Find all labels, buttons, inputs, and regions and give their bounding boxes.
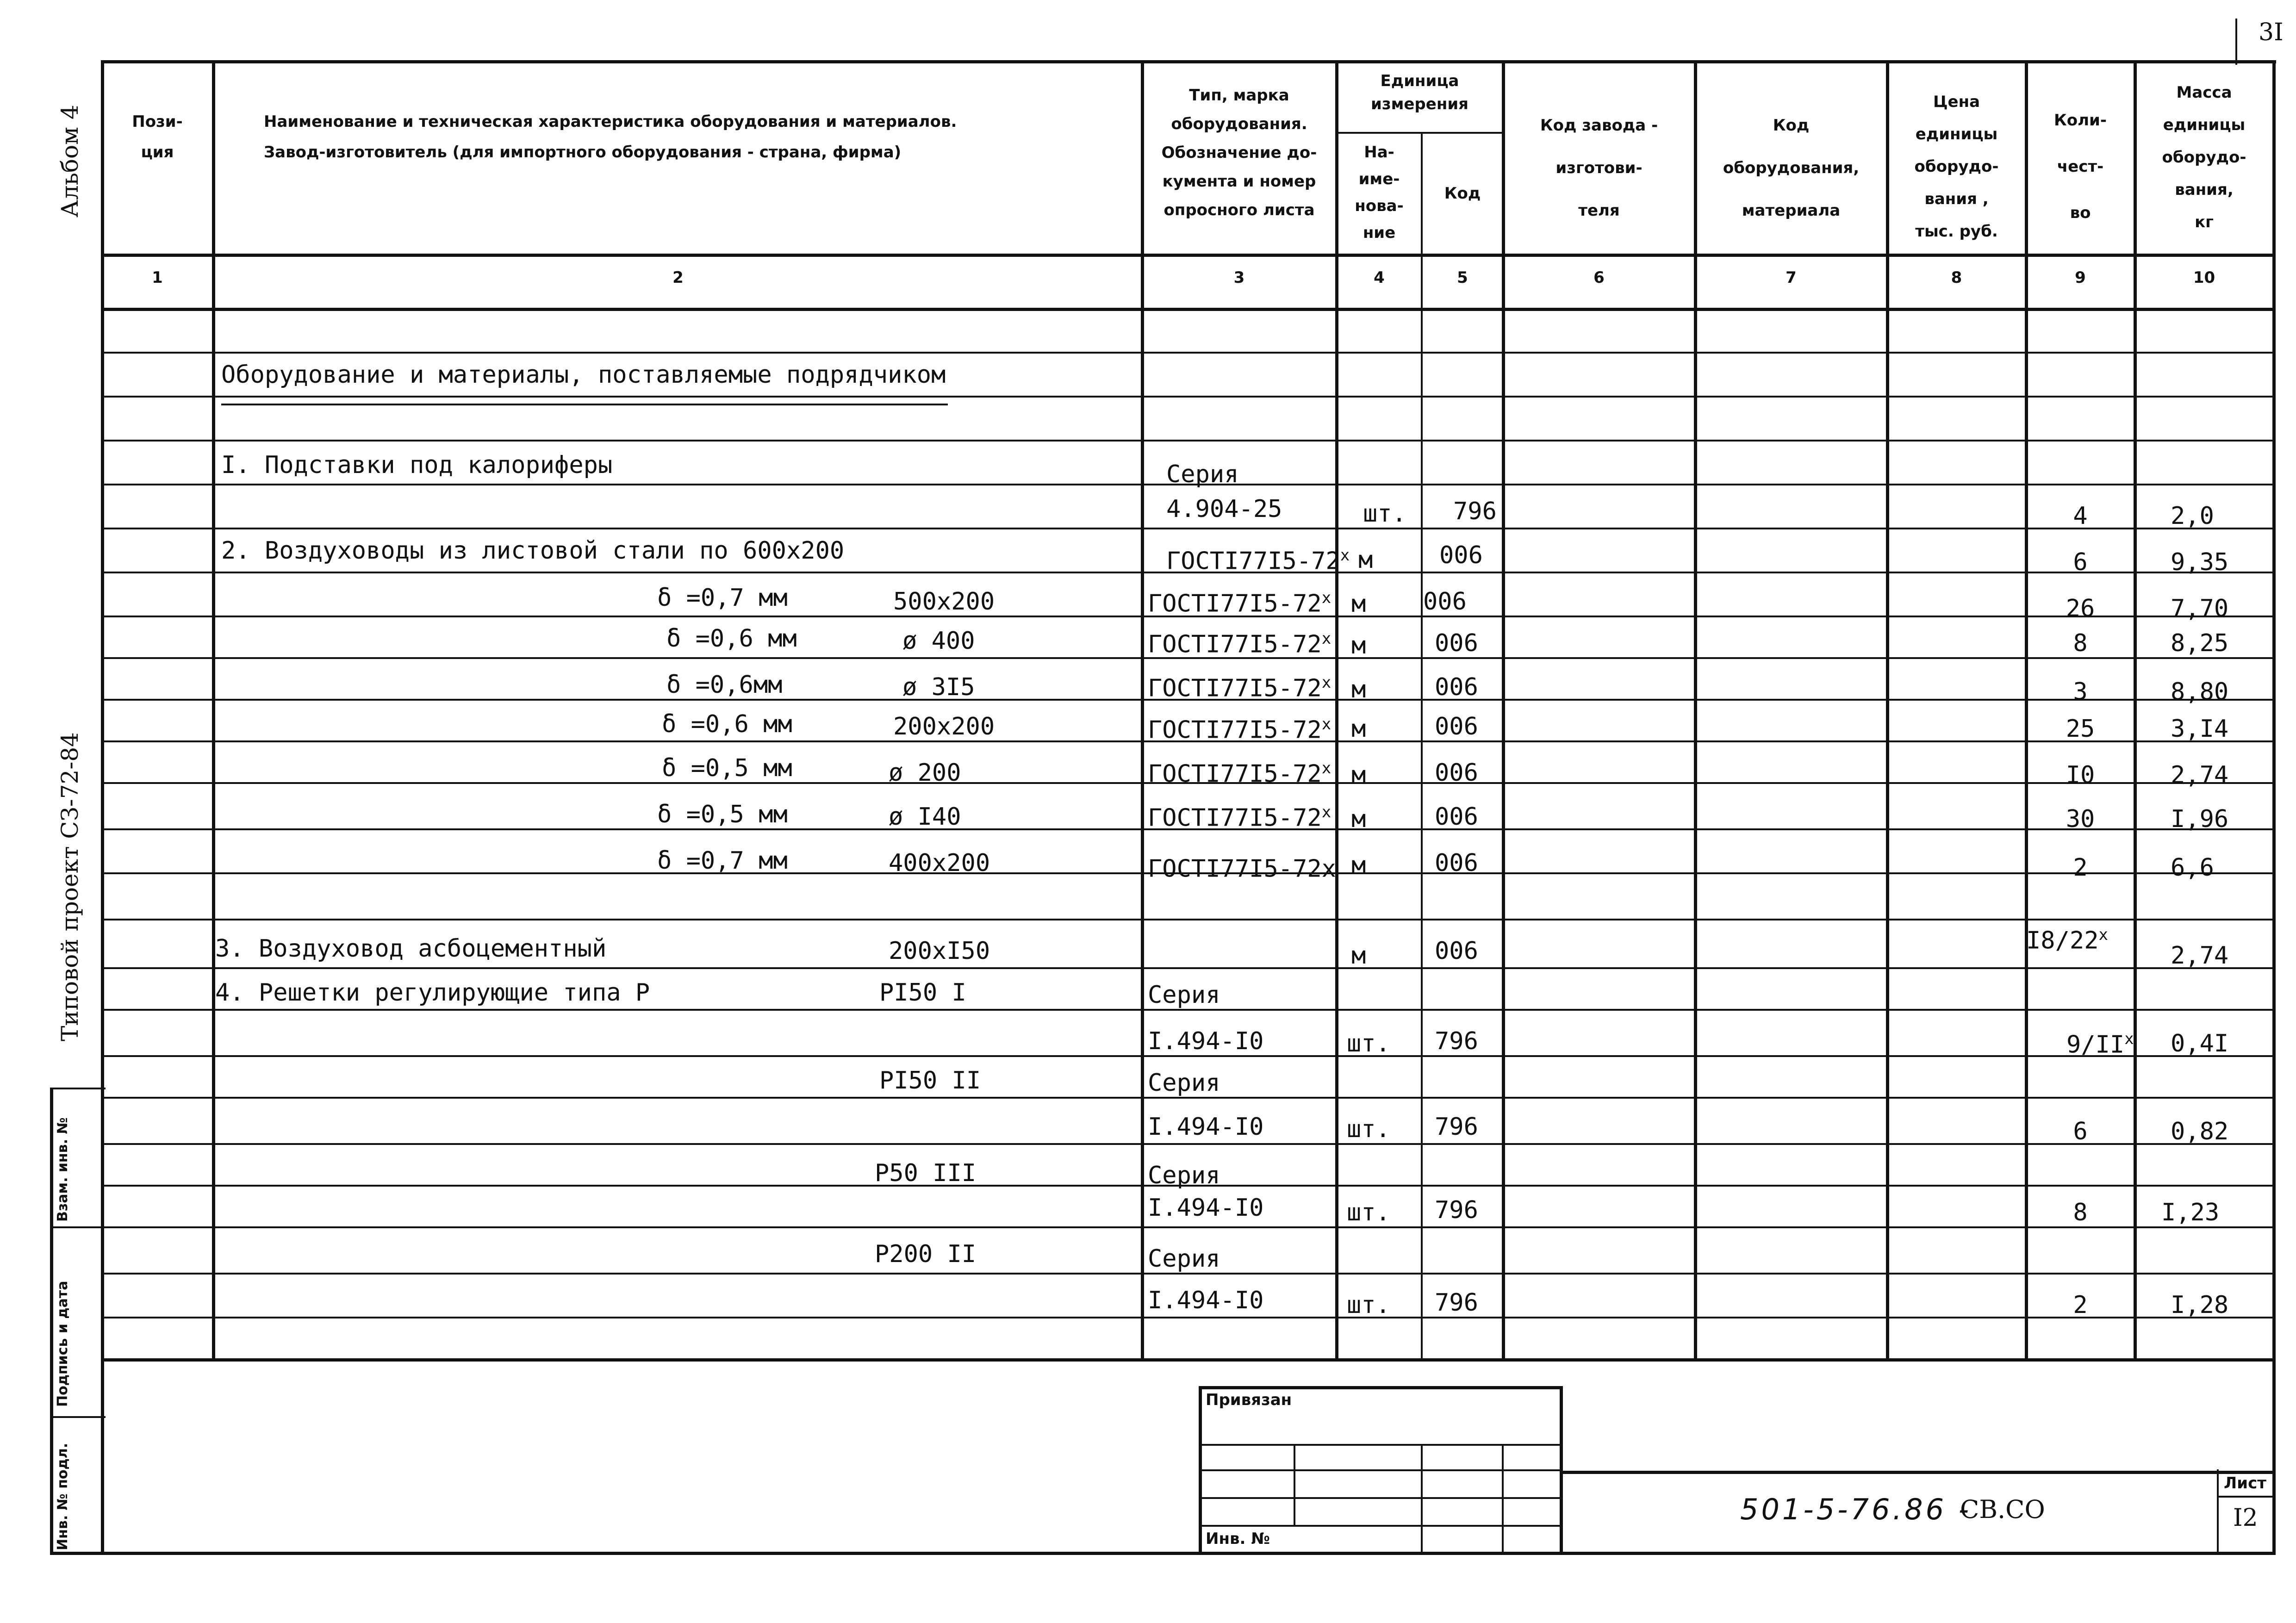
row-line <box>101 1317 2276 1318</box>
grille-series: Серия <box>1148 981 1220 1009</box>
frame-bottom <box>50 1552 2276 1555</box>
colnum-9: 9 <box>2075 268 2086 287</box>
sub-delta: δ =0,6 мм <box>662 710 792 738</box>
grille-doc: I.494-I0 <box>1148 1194 1264 1222</box>
header-unit: Единица измерения <box>1371 72 1468 113</box>
header-col3: Тип, марка оборудования. Обозначение до- кумента и номер опросного листа <box>1161 86 1317 219</box>
colnum-8: 8 <box>1951 268 1962 287</box>
stamp-border <box>1560 1386 1563 1553</box>
sub-delta: δ =0,6 мм <box>666 625 797 653</box>
numbers-bottom <box>101 308 2276 311</box>
r1-name: I. Подставки под калориферы <box>221 451 613 479</box>
sub-qty: 26 <box>2066 595 2095 622</box>
col-line <box>1502 60 1505 1361</box>
stamp-inv-label: Инв. № <box>1206 1530 1270 1548</box>
grille-qty: 2 <box>2073 1291 2088 1319</box>
grille-mass: I,28 <box>2171 1291 2229 1319</box>
sub-qty: 30 <box>2066 805 2095 833</box>
sub-type: ГОСТI77I5-72$^x$ <box>1148 759 1332 788</box>
sub-unit: м <box>1351 715 1366 743</box>
stamp-line <box>1199 1469 1560 1471</box>
row-line <box>101 352 2276 354</box>
r4-name: 4. Решетки регулирующие типа Р <box>215 979 650 1007</box>
colnum-4: 4 <box>1374 268 1385 287</box>
stamp-replace-inv: Взам. инв. № <box>55 1117 71 1222</box>
sub-size: 400x200 <box>889 849 990 877</box>
colnum-5: 5 <box>1457 268 1468 287</box>
stamp-bound-label: Привязан <box>1206 1391 1292 1409</box>
grille-doc: I.494-I0 <box>1148 1027 1264 1055</box>
sub-mass: 8,80 <box>2171 678 2229 706</box>
frame-left <box>101 60 104 1555</box>
grille-unit: шт. <box>1347 1115 1390 1143</box>
grille-code: 796 <box>1435 1027 1478 1055</box>
colnum-1: 1 <box>152 268 163 287</box>
sub-type: ГОСТI77I5-72$^x$ <box>1148 629 1332 659</box>
r3-mass: 2,74 <box>2171 942 2229 970</box>
header-col6: Код завода - изготови- теля <box>1540 116 1658 220</box>
stamp-border <box>1199 1386 1563 1389</box>
sub-unit: м <box>1351 805 1366 833</box>
grille-mark: Р50 III <box>875 1159 977 1187</box>
sub-mass: 3,I4 <box>2171 715 2229 743</box>
stamp-signature-date: Подпись и дата <box>55 1281 71 1407</box>
header-col1: Пози- ция <box>132 112 183 162</box>
header-col8: Цена единицы оборудо- вания , тыс. руб. <box>1914 93 1999 241</box>
grille-unit: шт. <box>1347 1030 1390 1057</box>
sub-code: 006 <box>1435 629 1478 657</box>
stamp-strip-line <box>50 1088 106 1089</box>
grille-series: Серия <box>1148 1069 1220 1097</box>
sub-code: 006 <box>1435 803 1478 831</box>
row-line <box>101 1143 2276 1145</box>
colnum-2: 2 <box>672 268 684 287</box>
sub-unit: м <box>1351 852 1366 879</box>
stamp-line <box>1199 1444 1560 1446</box>
grille-mark: Р200 II <box>875 1240 977 1268</box>
sub-mass: 7,70 <box>2171 595 2229 622</box>
stamp-line <box>1199 1525 1560 1527</box>
page-number: 3I <box>2259 19 2284 46</box>
col-line <box>1421 132 1423 1361</box>
sub-unit: м <box>1351 590 1366 618</box>
sub-size: ø I40 <box>889 803 961 831</box>
sub-size: ø 400 <box>902 627 975 655</box>
r2-qty: 6 <box>2073 548 2088 576</box>
grille-qty: $9/II^x$ <box>2066 1030 2134 1059</box>
colnum-10: 10 <box>2193 268 2215 287</box>
col-line <box>2025 60 2028 1361</box>
stamp-line <box>1502 1444 1504 1553</box>
sub-delta: δ =0,5 мм <box>662 754 792 782</box>
r3-unit: м <box>1351 942 1366 970</box>
r2-code: 006 <box>1439 541 1483 569</box>
r3-size: 200xI50 <box>889 937 990 965</box>
sub-code: 006 <box>1435 759 1478 787</box>
grille-series: Серия <box>1148 1245 1220 1273</box>
stamp-line <box>1199 1497 1560 1499</box>
sub-qty: 8 <box>2073 629 2088 657</box>
sub-size: 500x200 <box>893 588 995 616</box>
sub-unit: м <box>1351 676 1366 703</box>
doc-suffix: СВ.СО <box>1960 1495 2045 1524</box>
stamp-code-line <box>1560 1471 2276 1474</box>
stamp-strip-line <box>50 1416 106 1418</box>
grille-doc: I.494-I0 <box>1148 1287 1264 1314</box>
stamp-line <box>1421 1444 1423 1553</box>
r3-name: 3. Воздуховод асбоцементный <box>215 935 607 963</box>
sub-size: ø 200 <box>889 759 961 787</box>
grille-mark: РI50 I <box>879 979 966 1007</box>
sub-size: ø 3I5 <box>902 673 975 701</box>
sub-qty: 2 <box>2073 854 2088 882</box>
r3-qty: I8/22$^x$ <box>2026 926 2109 955</box>
grille-code: 796 <box>1435 1196 1478 1224</box>
col-line <box>1141 60 1144 1361</box>
table-bottom <box>101 1358 2276 1362</box>
stamp-line <box>1294 1444 1295 1525</box>
sub-qty: I0 <box>2066 761 2095 789</box>
r1-mass: 2,0 <box>2171 502 2214 530</box>
grille-mark: РI50 II <box>879 1067 981 1094</box>
stamp-strip-left <box>50 1088 53 1555</box>
section-title-underline <box>221 404 948 405</box>
grille-qty: 6 <box>2073 1118 2088 1145</box>
sub-unit: м <box>1351 761 1366 789</box>
header-bottom <box>101 254 2276 257</box>
grille-doc: I.494-I0 <box>1148 1113 1264 1141</box>
colnum-6: 6 <box>1593 268 1605 287</box>
row-line <box>101 396 2276 398</box>
sheet-box-left <box>2217 1469 2219 1553</box>
sub-mass: I,96 <box>2171 805 2229 833</box>
sub-delta: δ =0,5 мм <box>657 801 788 828</box>
colnum-7: 7 <box>1786 268 1797 287</box>
header-col4: На- име- нова- ние <box>1355 143 1404 242</box>
header-col10: Масса единицы оборудо- вания, кг <box>2162 83 2246 231</box>
sub-qty: 25 <box>2066 715 2095 743</box>
col-line <box>2134 60 2137 1361</box>
sub-code: 006 <box>1435 673 1478 701</box>
header-col5: Код <box>1444 184 1481 203</box>
sub-delta: δ =0,7 мм <box>657 584 788 612</box>
stamp-strip-line <box>50 1226 106 1228</box>
project-label: Типовой проект СЗ-72-84 <box>56 732 83 1041</box>
grille-code: 796 <box>1435 1289 1478 1317</box>
doc-code: 501-5-76.86 - <box>1740 1492 1972 1526</box>
row-line <box>101 1273 2276 1275</box>
sub-unit: м <box>1351 632 1366 659</box>
row-line <box>101 440 2276 442</box>
r2-mass: 9,35 <box>2171 548 2229 576</box>
sub-type: ГОСТI77I5-72$^x$ <box>1148 803 1332 832</box>
sub-mass: 8,25 <box>2171 629 2229 657</box>
sheet-label: Лист <box>2224 1474 2266 1492</box>
album-label: Альбом 4 <box>56 105 83 218</box>
section-title: Оборудование и материалы, поставляемые подрядчиком <box>221 361 946 389</box>
row-line <box>101 1009 2276 1011</box>
sub-type: ГОСТI77I5-72$^x$ <box>1148 673 1332 703</box>
sub-qty: 3 <box>2073 678 2088 706</box>
sub-code: 006 <box>1435 713 1478 740</box>
grille-unit: шт. <box>1347 1291 1390 1319</box>
sub-code: 006 <box>1435 849 1478 877</box>
r1-unit: шт. <box>1363 500 1406 528</box>
sub-type: ГОСТI77I5-72$^x$ <box>1148 589 1332 618</box>
grille-code: 796 <box>1435 1113 1478 1141</box>
sub-delta: δ =0,7 мм <box>657 847 788 875</box>
row-line <box>101 528 2276 529</box>
header-col9: Коли- чест- во <box>2054 111 2107 222</box>
grille-mass: 0,4I <box>2171 1030 2229 1057</box>
sub-type: ГОСТI77I5-72x <box>1148 855 1336 883</box>
frame-right <box>2272 60 2276 1555</box>
r1-code: 796 <box>1453 497 1497 525</box>
row-line <box>101 1055 2276 1057</box>
row-line <box>101 1097 2276 1099</box>
sub-type: ГОСТI77I5-72$^x$ <box>1148 715 1332 744</box>
colnum-3: 3 <box>1233 268 1245 287</box>
grille-qty: 8 <box>2073 1199 2088 1226</box>
sheet-number: I2 <box>2233 1504 2258 1532</box>
row-line <box>101 1226 2276 1228</box>
row-line <box>101 919 2276 920</box>
r2-type: ГОСТI77I5-72$^x$ <box>1166 546 1350 575</box>
r2-unit: м <box>1358 546 1373 574</box>
r3-code: 006 <box>1435 937 1478 965</box>
header-col7: Код оборудования, материала <box>1723 116 1860 220</box>
page-number-tick <box>2235 19 2237 65</box>
grille-mass: I,23 <box>2161 1199 2220 1226</box>
col-line <box>1886 60 1889 1361</box>
sub-mass: 2,74 <box>2171 761 2229 789</box>
stamp-inv-original: Инв. № подл. <box>55 1443 71 1550</box>
grille-series: Серия <box>1148 1162 1220 1189</box>
r1-type: Серия <box>1166 460 1239 488</box>
col-line <box>1694 60 1697 1361</box>
grille-unit: шт. <box>1347 1199 1390 1226</box>
sub-size: 200x200 <box>893 713 995 740</box>
header-col2: Наименование и техническая характеристика оборудования и материалов. Завод-изготовитель (для импортного оборудования - страна, фирма) <box>264 112 957 162</box>
frame-top <box>101 60 2276 63</box>
sub-code: 006 <box>1423 588 1467 616</box>
r2-name: 2. Воздуховоды из листовой стали по 600x200 <box>221 537 845 565</box>
col-line <box>1335 60 1338 1361</box>
col-line <box>212 60 215 1361</box>
r1-type2: 4.904-25 <box>1166 495 1282 523</box>
r1-qty: 4 <box>2073 502 2088 530</box>
row-line <box>101 967 2276 969</box>
grille-mass: 0,82 <box>2171 1118 2229 1145</box>
sub-delta: δ =0,6мм <box>666 671 783 699</box>
sub-mass: 6,6 <box>2171 854 2214 882</box>
sheet-box-line <box>2217 1496 2275 1498</box>
